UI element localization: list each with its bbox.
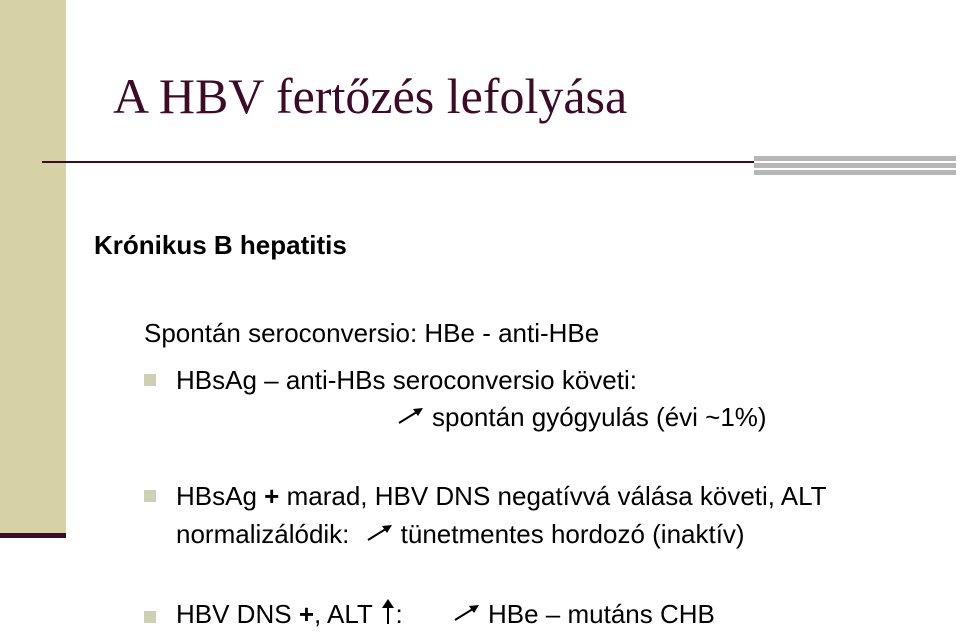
side-band bbox=[0, 0, 66, 535]
hbe-mutant-text: HBe – mutáns CHB bbox=[488, 599, 715, 629]
slide-subtitle: Krónikus B hepatitis bbox=[94, 230, 347, 260]
square-bullet-icon bbox=[144, 374, 156, 386]
right-arrow-icon bbox=[398, 400, 424, 434]
slide-title: A HBV fertőzés lefolyása bbox=[113, 68, 628, 124]
side-band-accent bbox=[0, 533, 66, 538]
square-bullet-icon bbox=[144, 611, 156, 623]
bullet-3-line bbox=[176, 597, 715, 633]
bullet-1-line-2 bbox=[398, 400, 767, 434]
square-bullet-icon bbox=[144, 490, 156, 502]
spontaneous-recovery-text: spontán gyógyulás (évi ~1%) bbox=[432, 402, 767, 432]
alt-label: , ALT bbox=[314, 599, 373, 629]
hbsag-label: HBsAg bbox=[176, 481, 257, 511]
normalization-text: normalizálódik: bbox=[176, 519, 350, 549]
bullet-2-line-2 bbox=[176, 517, 745, 551]
right-arrow-icon bbox=[454, 597, 480, 631]
up-arrow-icon bbox=[380, 599, 396, 633]
colon: : bbox=[395, 599, 403, 629]
bullet-2-line-1 bbox=[176, 479, 827, 513]
plus-sign: + bbox=[264, 481, 280, 511]
title-rule-stripes bbox=[754, 156, 956, 176]
carrier-text: tünetmentes hordozó (inaktív) bbox=[400, 519, 745, 549]
bullet-1-line-1: HBsAg – anti-HBs seroconversio követi: bbox=[176, 365, 637, 395]
title-rule bbox=[42, 161, 754, 163]
hbv-dns-label: HBV DNS bbox=[176, 599, 292, 629]
right-arrow-icon bbox=[367, 517, 393, 551]
bullet-2-rest: marad, HBV DNS negatívvá válása követi, ALT bbox=[286, 481, 827, 511]
seroconversion-line: Spontán seroconversio: HBe - anti-HBe bbox=[144, 318, 600, 348]
plus-sign: + bbox=[298, 599, 314, 629]
